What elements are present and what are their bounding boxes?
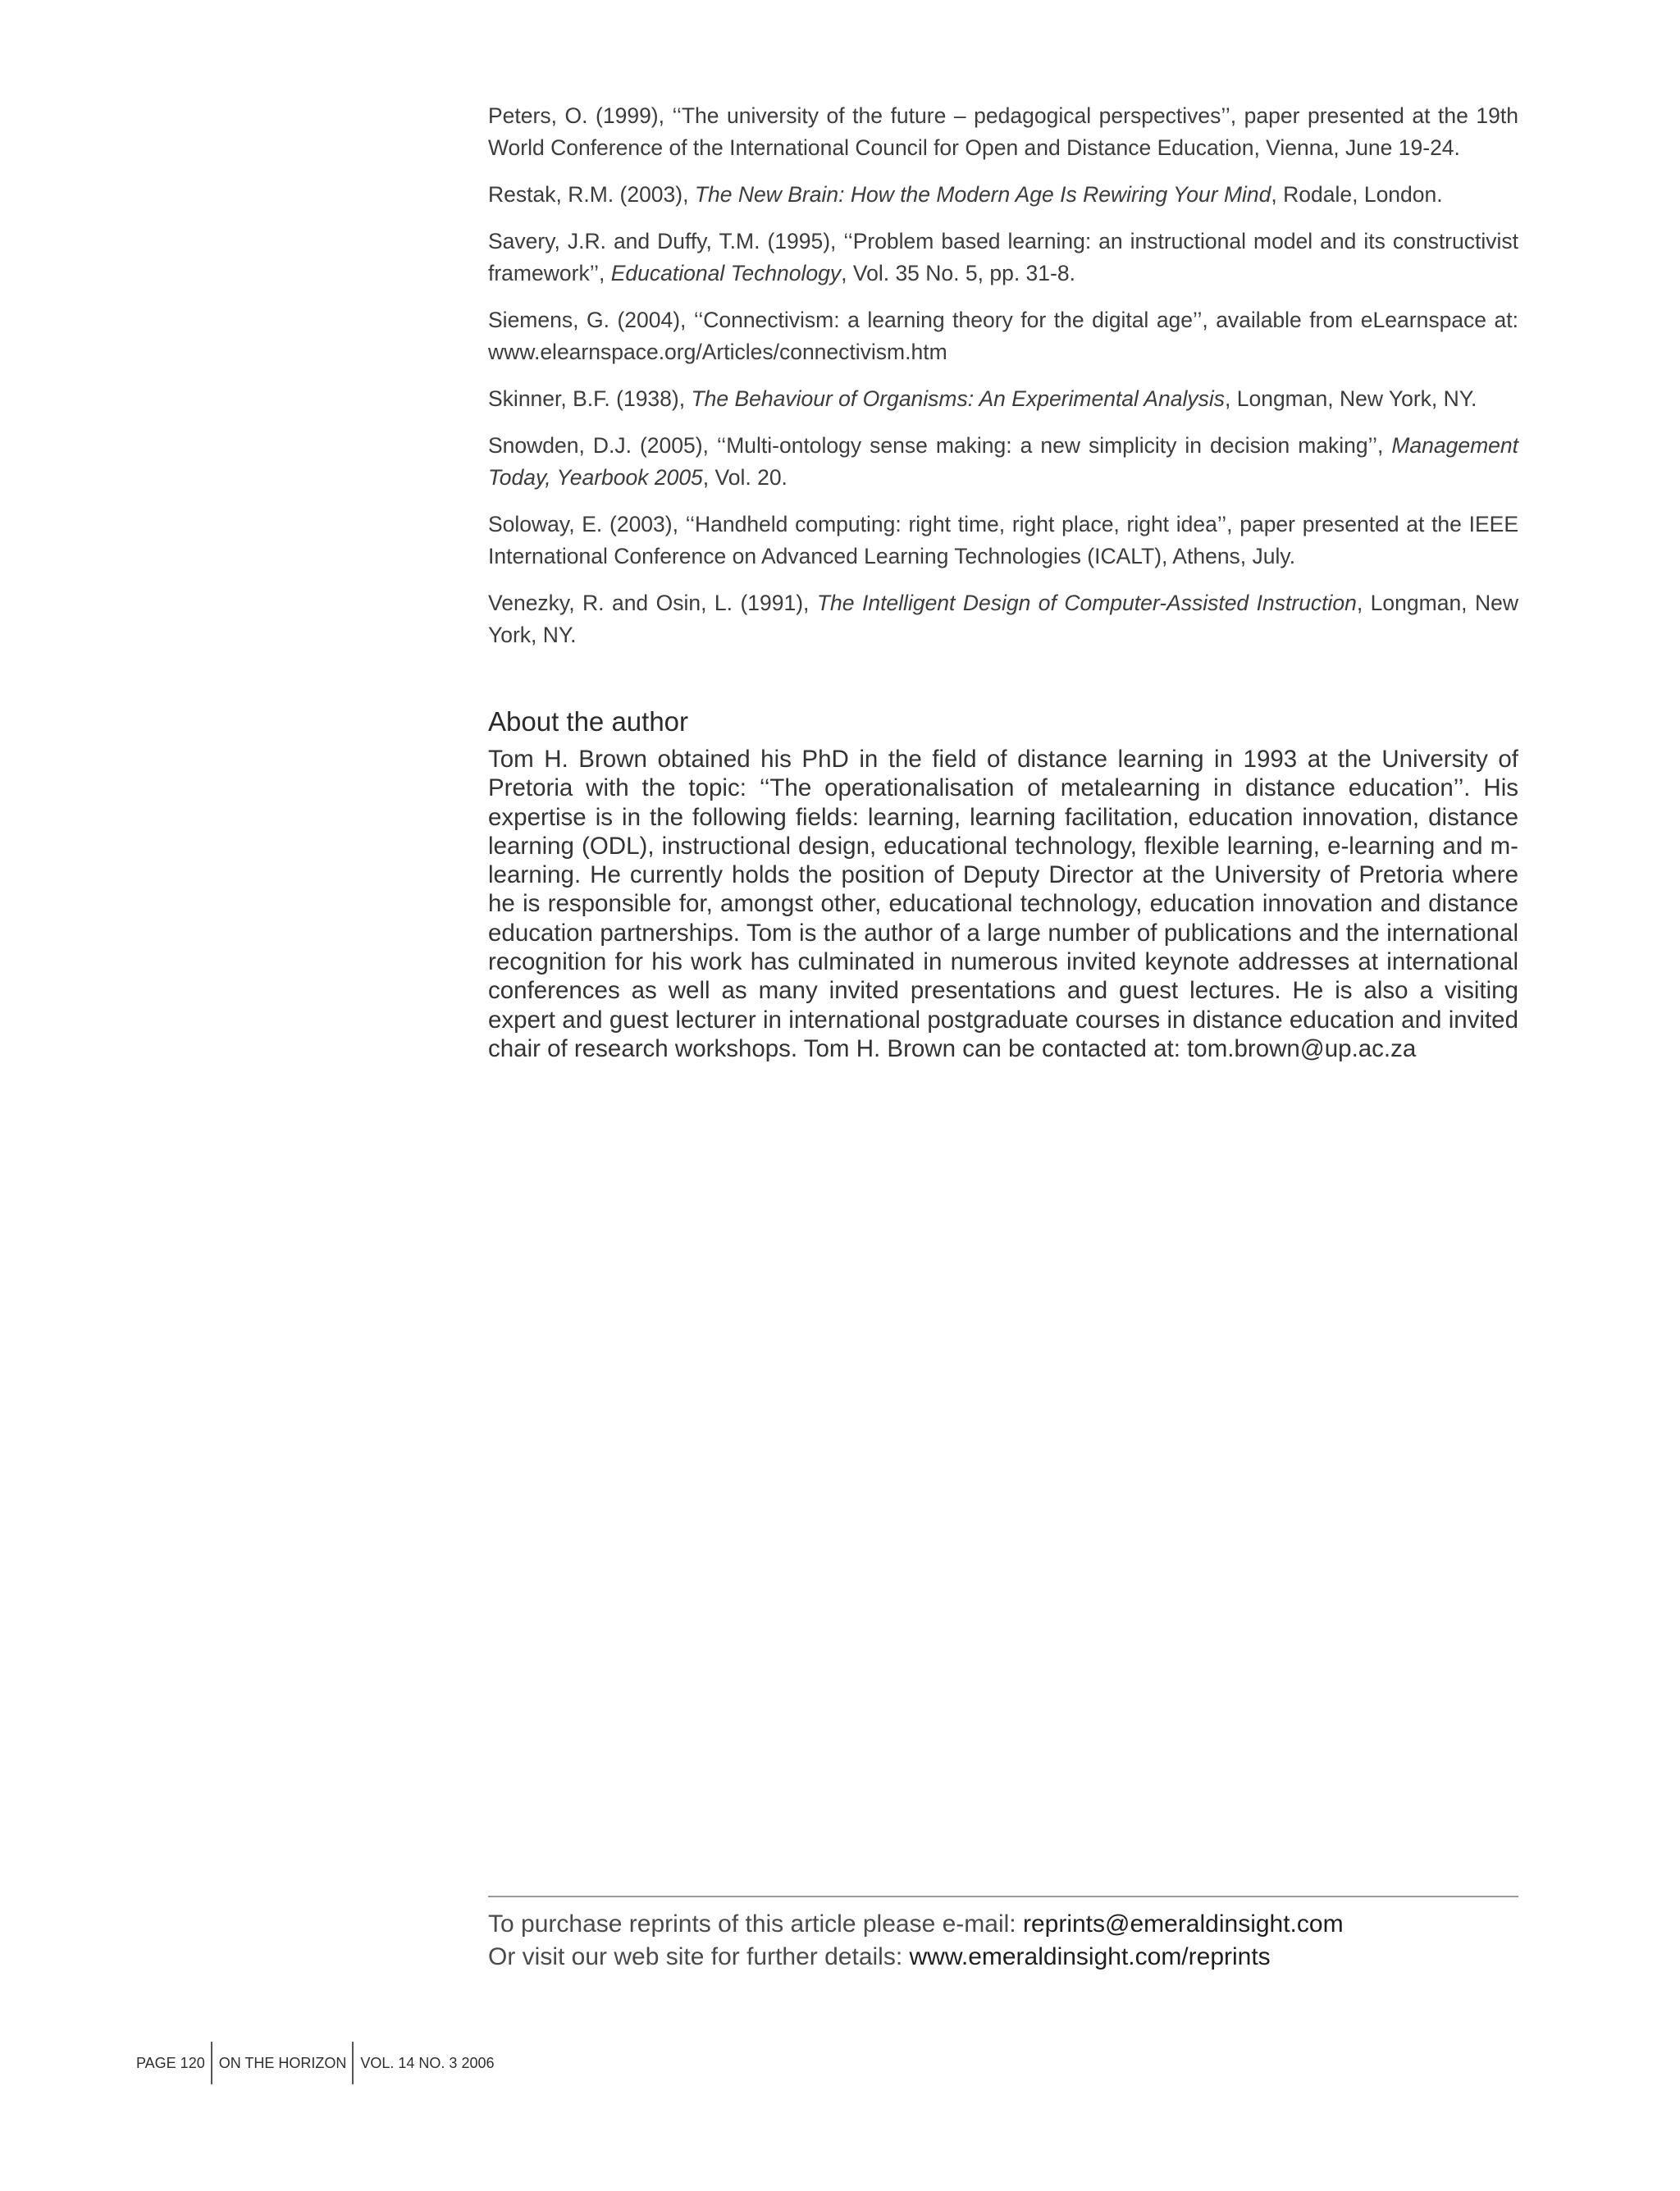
reference-text: , Longman, New York, NY. (488, 591, 1518, 647)
footer-divider (488, 1896, 1518, 1897)
reference-entry (488, 509, 1518, 573)
reference-text: , Longman, New York, NY. (1225, 386, 1477, 411)
reference-text: Snowden, D.J. (2005), ‘‘Multi-ontology sense making: a new simplicity in decision making’’, (488, 433, 1392, 458)
reference-title: The New Brain: How the Modern Age Is Rewiring Your Mind (694, 182, 1271, 207)
reprints-email-prefix: To purchase reprints of this article please e-mail: (488, 1910, 1023, 1938)
about-author-heading: About the author (488, 706, 689, 737)
reference-entry (488, 179, 1518, 211)
journal-name: ON THE HORIZON (218, 2054, 347, 2071)
page-number: PAGE 120 (136, 2054, 205, 2071)
reprints-notice (488, 1908, 1518, 1974)
reference-entry (488, 304, 1518, 368)
footer-separator (211, 2042, 212, 2084)
main-column (488, 100, 1518, 1063)
reprints-website-line (488, 1941, 1518, 1974)
reference-title: Educational Technology (610, 261, 842, 285)
reference-entry (488, 226, 1518, 290)
reference-text: Soloway, E. (2003), ‘‘Handheld computing: right time, right place, right idea’’, paper presented at the IEEE International Conference on Advanced Learning Technologies (ICALT), Athens, July. (488, 512, 1518, 568)
reference-entry (488, 100, 1518, 164)
reference-text: Savery, J.R. and Duffy, T.M. (1995), ‘‘Problem based learning: an instructional model and its constructivist framework’’, (488, 229, 1518, 285)
journal-volume: VOL. 14 NO. 3 2006 (360, 2054, 495, 2071)
reprints-email-link[interactable]: reprints@emeraldinsight.com (1022, 1910, 1344, 1938)
reference-text: Venezky, R. and Osin, L. (1991), (488, 591, 817, 615)
reprints-email-line (488, 1908, 1518, 1941)
reference-title: The Intelligent Design of Computer-Assisted Instruction (816, 591, 1357, 615)
page-footer (136, 2044, 495, 2082)
reprints-website-prefix: Or visit our web site for further details: (488, 1943, 910, 1970)
reprints-website-link[interactable]: www.emeraldinsight.com/reprints (909, 1943, 1271, 1970)
reference-list (488, 100, 1518, 651)
reference-entry (488, 430, 1518, 494)
reference-text: , Vol. 20. (702, 465, 788, 490)
reference-title: Management Today, Yearbook 2005 (488, 433, 1518, 490)
author-bio: Tom H. Brown obtained his PhD in the field of distance learning in 1993 at the University of Pretoria with the topic: ‘‘The operationalisation of metalearning in distance education’’. His expertise is in the following fields: learning, learning facilitation, education innovation, distance learning (ODL), instructional design, educational technology, flexible learning, e-learning and m-learning. He currently holds the position of Deputy Director at the University of Pretoria where he is responsible for, amongst other, educational technology, education innovation and distance education partnerships. Tom is the author of a large number of publications and the international recognition for his work has culminated in numerous invited keynote addresses at international conferences as well as many invited presentations and guest lectures. He is also a visiting expert and guest lecturer in international postgraduate courses in distance education and invited chair of research workshops. Tom H. Brown can be contacted at: tom.brown@up.ac.za (488, 746, 1518, 1062)
reference-text: Skinner, B.F. (1938), (488, 386, 692, 411)
reference-entry (488, 383, 1518, 415)
reference-entry (488, 587, 1518, 651)
reference-text: Siemens, G. (2004), ‘‘Connectivism: a learning theory for the digital age’’, available from eLearnspace at: www.elearnspace.org/Articles/connectivism.htm (488, 308, 1518, 364)
footer-separator (352, 2042, 354, 2084)
reference-text: , Vol. 35 No. 5, pp. 31-8. (841, 261, 1075, 285)
reference-text: Restak, R.M. (2003), (488, 182, 695, 207)
reference-title: The Behaviour of Organisms: An Experimental Analysis (691, 386, 1225, 411)
reference-text: Peters, O. (1999), ‘‘The university of the future – pedagogical perspectives’’, paper presented at the 19th World Conference of the International Council for Open and Distance Education, Vienna, June 19-24. (488, 103, 1518, 160)
reference-text: , Rodale, London. (1271, 182, 1443, 207)
